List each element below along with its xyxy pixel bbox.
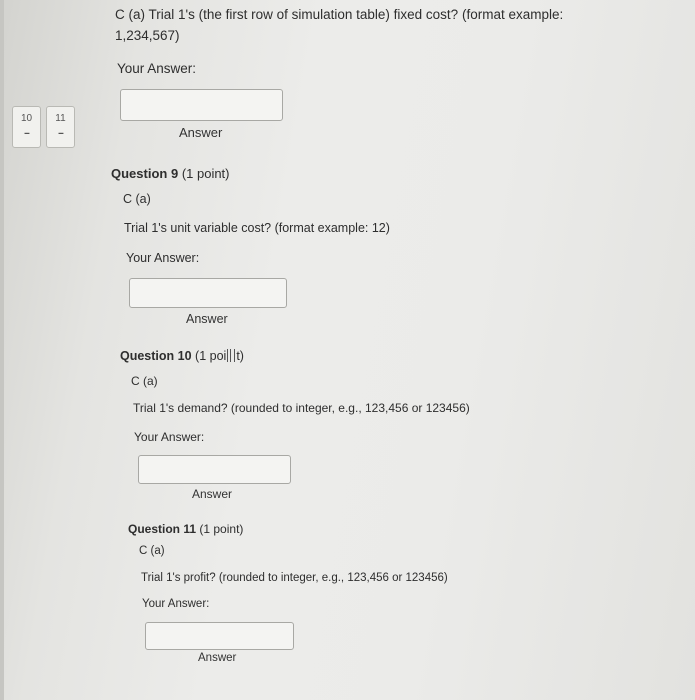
your-answer-label: Your Answer:: [117, 61, 197, 76]
question-part: C (a): [131, 374, 158, 388]
question-title: Question 9: [111, 166, 179, 181]
question-heading: [111, 166, 230, 181]
question-heading: [128, 522, 243, 536]
question-points: (1 poi t): [195, 349, 244, 363]
window-left-edge: [0, 0, 4, 700]
question-part: C (a): [123, 192, 151, 206]
question-prompt: C (a) Trial 1's (the first row of simulation table) fixed cost? (format example:: [115, 7, 564, 22]
answer-input[interactable]: [120, 89, 283, 121]
answer-button[interactable]: Answer: [186, 312, 228, 326]
answer-input[interactable]: [129, 278, 287, 308]
question-title: Question 10: [120, 349, 192, 363]
question-nav-10[interactable]: [12, 106, 41, 148]
your-answer-label: Your Answer:: [134, 430, 205, 444]
question-title: Question 11: [128, 522, 197, 536]
answer-input[interactable]: [138, 455, 291, 484]
your-answer-label: Your Answer:: [142, 598, 210, 610]
answer-button[interactable]: Answer: [192, 487, 233, 501]
text-cursor-icon: [227, 349, 235, 362]
question-nav-number: 10: [20, 113, 33, 124]
question-prompt-continued: 1,234,567): [115, 28, 180, 43]
question-nav-11[interactable]: [46, 106, 75, 148]
your-answer-label: Your Answer:: [126, 251, 200, 265]
question-nav-status: --: [24, 128, 29, 139]
question-nav-status: --: [58, 128, 63, 139]
question-part: C (a): [139, 545, 165, 557]
question-prompt: Trial 1's demand? (rounded to integer, e.g., 123,456 or 123456): [133, 401, 470, 415]
answer-input[interactable]: [145, 622, 294, 650]
question-heading: [120, 349, 244, 363]
question-prompt: Trial 1's profit? (rounded to integer, e.g., 123,456 or 123456): [141, 572, 448, 584]
question-prompt: Trial 1's unit variable cost? (format example: 12): [124, 221, 390, 235]
answer-button[interactable]: Answer: [179, 125, 223, 140]
question-nav-number: 11: [55, 113, 66, 124]
answer-button[interactable]: Answer: [198, 652, 237, 664]
question-points: (1 point): [181, 166, 230, 181]
question-points: (1 point): [199, 522, 244, 536]
